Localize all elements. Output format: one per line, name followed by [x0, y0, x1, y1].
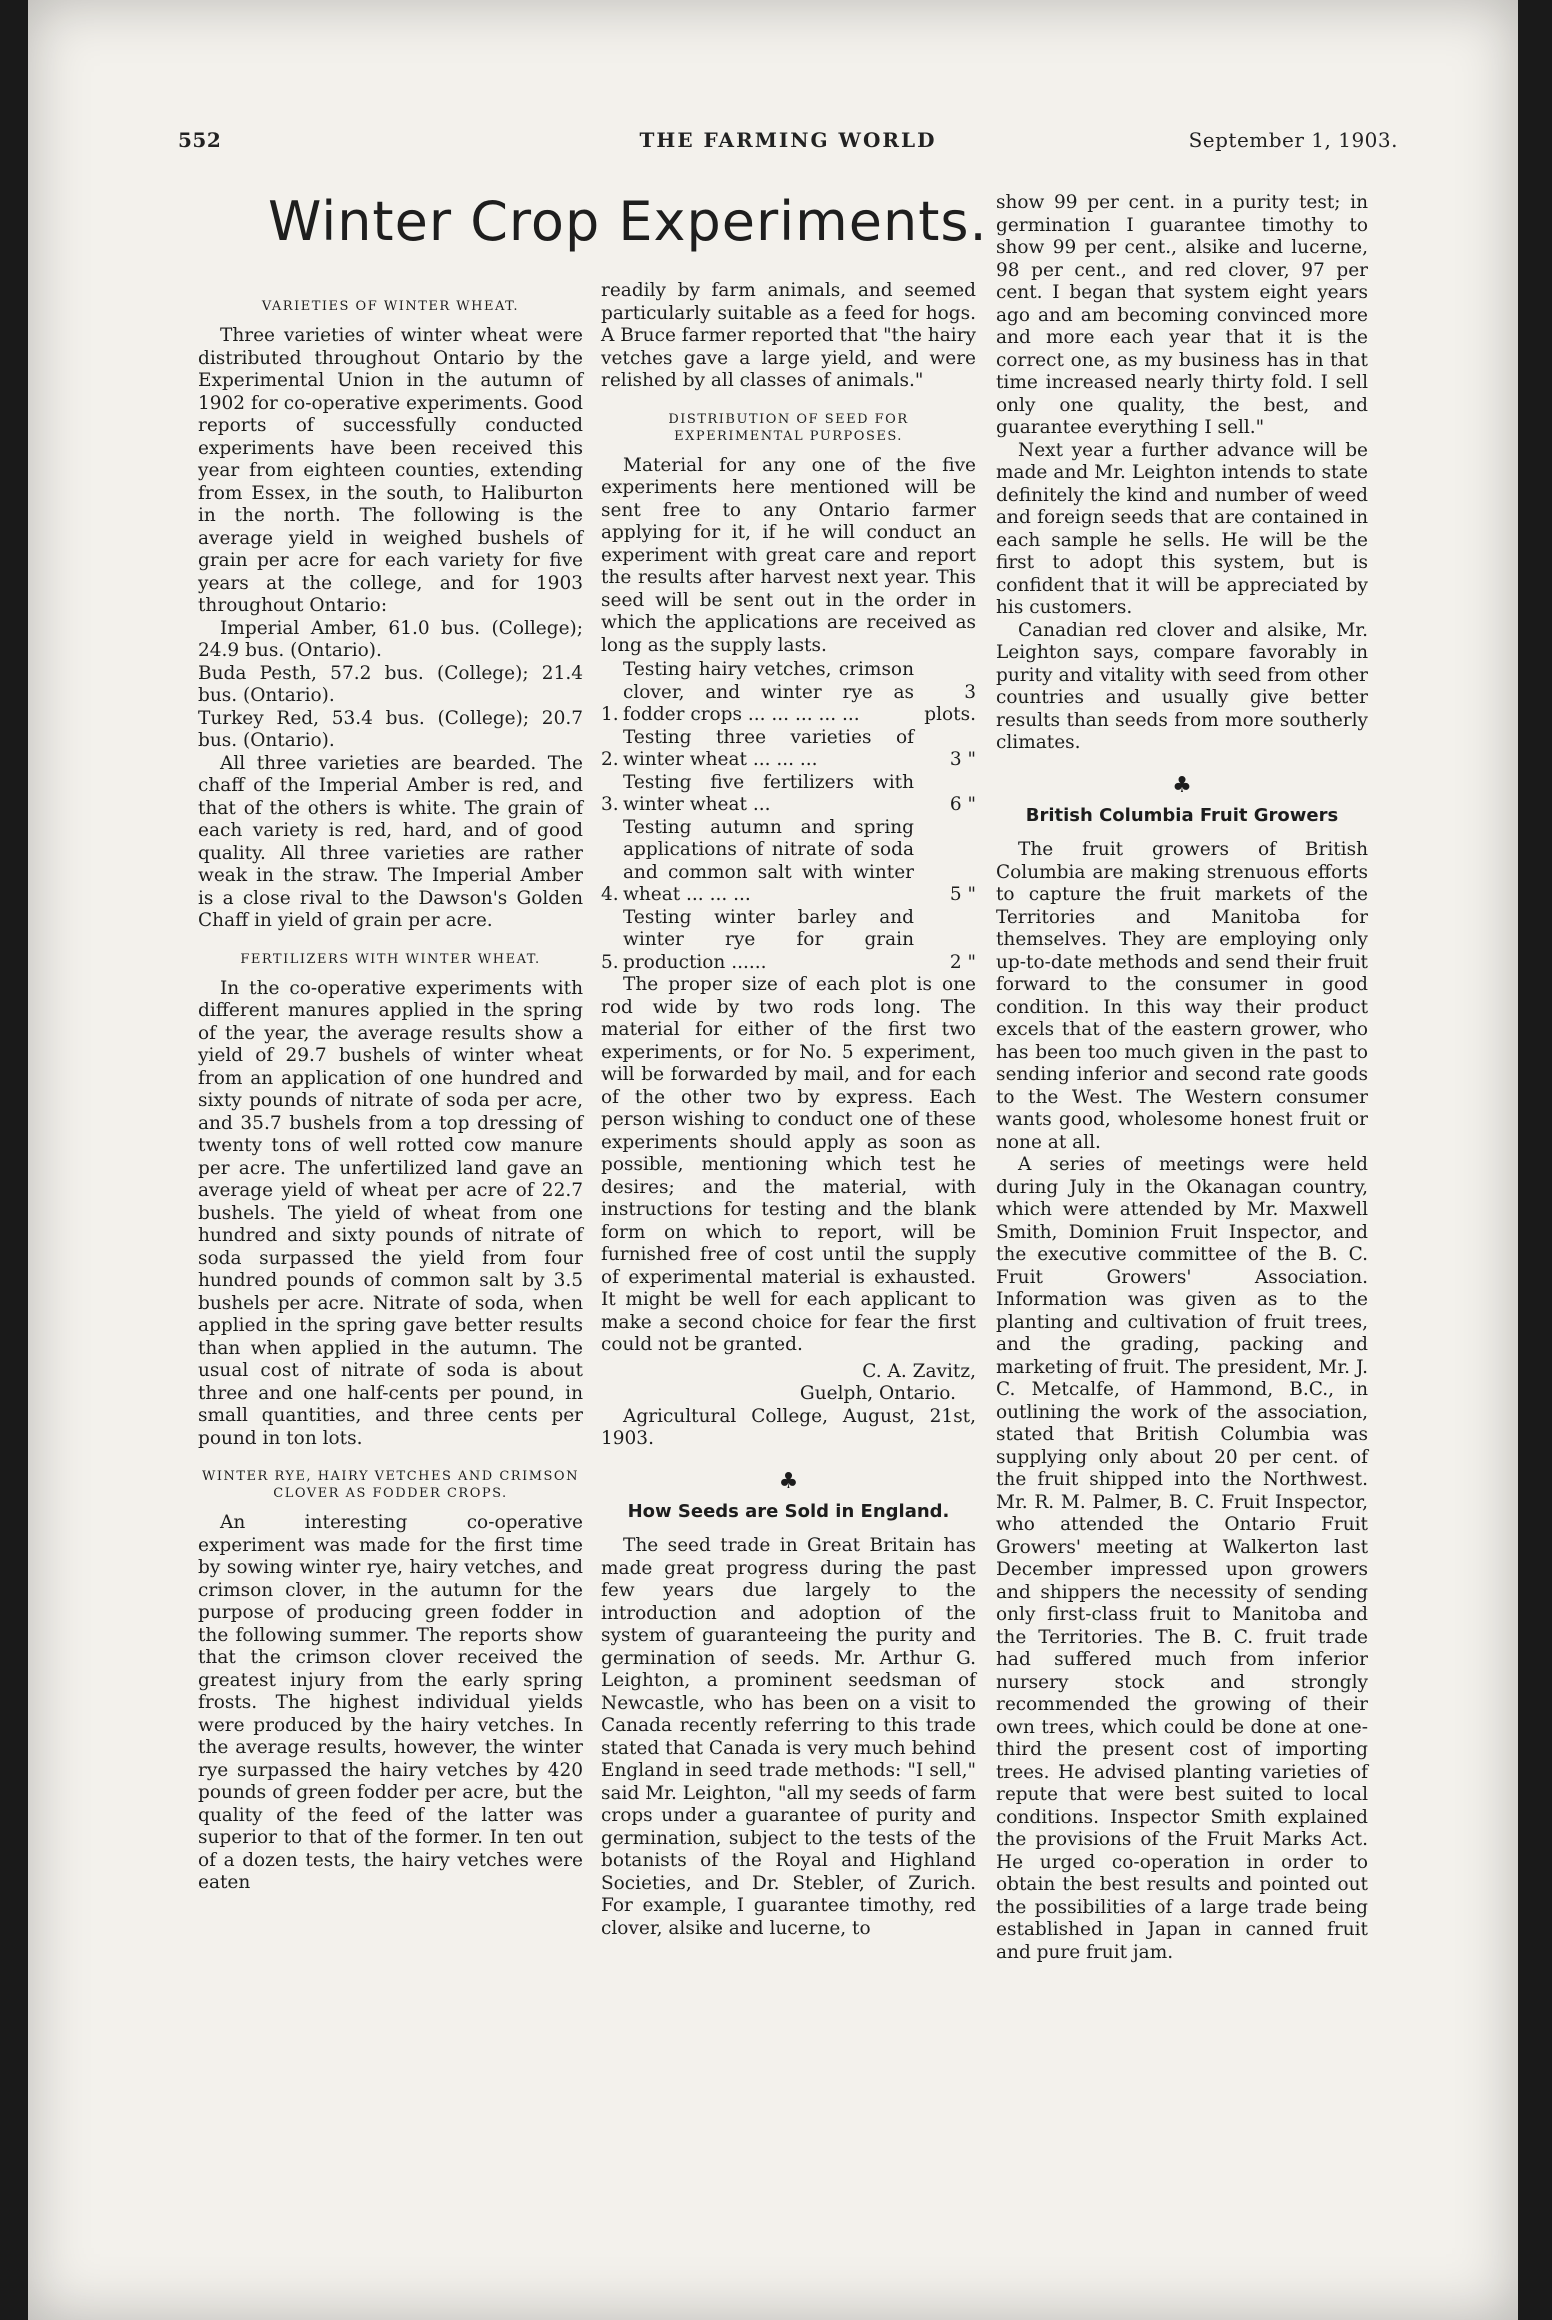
article-title: British Columbia Fruit Growers: [1025, 804, 1339, 826]
article-title: How Seeds are Sold in England.: [627, 1500, 950, 1522]
paragraph: A series of meetings were held during July in the Okanagan country, which were attended by Mr. Maxwell Smith, Dominion Fruit Inspector, and the executive committee of the B. C. Fruit Growers' Association. Information was given as to the planting and cultivation of fruit trees, and the grading, packing and marketing of fruit. The president, Mr. J. C. Metcalfe, of Hammond, B.C., in outlining the work of the association, stated that British Columbia was supplying only about 20 per cent. of the fruit shipped into the Northwest. Mr. R. M. Palmer, B. C. Fruit Inspector, who attended the Ontario Fruit Growers' meeting at Walkerton last December impressed upon growers and shippers the necessity of sending only first-class fruit to Manitoba and the Territories. The B. C. fruit trade had suffered much from inferior nursery stock and strongly recommended the growing of their own trees, which could be done at one-third the present cost of importing trees. He advised planting varieties of repute that were best suited to local conditions. Inspector Smith explained the provisions of the Fruit Marks Act. He urged co-operation in order to obtain the best results and pointed out the possibilities of a large trade being established in Japan in canned fruit and pure fruit jam.: [996, 1154, 1368, 1963]
list-plots: 5 ": [949, 884, 976, 905]
experiment-list: [601, 659, 976, 974]
paragraph: The seed trade in Great Britain has made great progress during the past few years due largely to the introduction and adoption of the system of guaranteeing the purity and germination of seeds. Mr. Arthur G. Leighton, a prominent seedsman of Newcastle, who has been on a visit to Canada recently referring to this trade stated that Canada is very much behind England in seed trade methods: "I sell," said Mr. Leighton, "all my seeds of farm crops under a guarantee of purity and germination, subject to the tests of the botanists of the Royal and Highland Societies, and Dr. Stebler, of Zurich. For example, I guarantee timothy, red clover, alsike and lucerne, to: [601, 1535, 976, 1939]
paragraph: Turkey Red, 53.4 bus. (College); 20.7 bus. (Ontario).: [198, 707, 583, 751]
list-item: [601, 727, 976, 772]
paragraph: In the co-operative experiments with different manures applied in the spring of the year, the average results show a yield of 29.7 bushels of winter wheat from an application of one hundred and sixty pounds of nitrate of soda per acre, and 35.7 bushels from a top dressing of twenty tons of well rotted cow manure per acre. The unfertilized land gave an average yield of wheat per acre of 22.7 bushels. The yield of wheat from one hundred and sixty pounds of nitrate of soda surpassed the yield from four hundred pounds of common salt by 3.5 bushels per acre. Nitrate of soda, when applied in the spring gave better results than when applied in the autumn. The usual cost of nitrate of soda is about three and one half-cents per pound, in small quantities, and three cents per pound in ton lots.: [198, 977, 583, 1449]
page-header: [178, 128, 1398, 164]
paragraph: The proper size of each plot is one rod wide by two rods long. The material for either of the first two experiments, or for No. 5 experiment, will be forwarded by mail, and for each of the other two by express. Each person wishing to conduct one of these experiments should apply as soon as possible, mentioning which test he desires; and the material, with instructions for testing and the blank form on which to report, will be furnished free of cost until the supply of experimental material is exhausted. It might be well for each applicant to make a second choice for fear the first could not be granted.: [601, 974, 976, 1355]
signature-institution: Agricultural College, August, 21st, 1903.: [601, 1405, 976, 1449]
list-text: Testing autumn and spring applications of nitrate of soda and common salt with winter wheat ... ... ...: [623, 816, 914, 905]
column-2: [601, 280, 976, 1940]
paragraph: Canadian red clover and alsike, Mr. Leighton says, compare favorably in purity and vitality with seed from other countries and usually give better results than seeds from more southerly climates.: [996, 619, 1368, 753]
list-text: Testing five fertilizers with winter wheat ...: [623, 771, 914, 815]
list-number: 2.: [601, 749, 619, 770]
list-number: 1.: [601, 704, 619, 725]
ornament-icon: ♣: [778, 1468, 799, 1494]
paragraph: show 99 per cent. in a purity test; in germination I guarantee timothy to show 99 per cent., alsike and lucerne, 98 per cent., and red clover, 97 per cent. I began that system eight years ago and am becoming convinced more and more each year that it is the correct one, as my business has in that time increased nearly thirty fold. I sell only one quality, the best, and guarantee everything I sell.": [996, 192, 1368, 438]
signature-name: C. A. Zavitz,: [862, 1360, 976, 1382]
list-text: Testing hairy vetches, crimson clover, and winter rye as fodder crops ... ... ... ... ...: [623, 659, 914, 725]
paragraph: An interesting co-operative experiment was made for the first time by sowing winter rye, hairy vetches, and crimson clover, in the autumn for the purpose of producing green fodder in the following summer. The reports show that the crimson clover received the greatest injury from the early spring frosts. The highest individual yields were produced by the hairy vetches. In the average results, however, the winter rye surpassed the hairy vetches by 420 pounds of green fodder per acre, but the quality of the feed of the latter was superior to that of the former. In ten out of a dozen tests, the hairy vetches were eaten: [198, 1512, 583, 1893]
list-item: [601, 659, 976, 727]
list-text: Testing winter barley and winter rye for grain production ......: [623, 906, 914, 973]
list-item: [601, 772, 976, 817]
paragraph: All three varieties are bearded. The chaff of the Imperial Amber is red, and that of the others is white. The grain of each variety is red, hard, and of good quality. All three varieties are rather weak in the straw. The Imperial Amber is a close rival to the Dawson's Golden Chaff in yield of grain per acre.: [198, 752, 583, 931]
paragraph: Imperial Amber, 61.0 bus. (College); 24.9 bus. (Ontario).: [198, 617, 583, 661]
column-3: [996, 192, 1368, 1964]
paragraph: readily by farm animals, and seemed particularly suitable as a feed for hogs. A Bruce farmer reported that "the hairy vetches gave a large yield, and were relished by all classes of animals.": [601, 280, 976, 391]
paragraph: Three varieties of winter wheat were distributed throughout Ontario by the Experimental Union in the autumn of 1902 for co-operative experiments. Good reports of successfully conducted experiments have been received this year from eighteen counties, extending from Essex, in the south, to Haliburton in the north. The following is the average yield in weighed bushels of grain per acre for each variety for five years at the college, and for 1903 throughout Ontario:: [198, 325, 583, 616]
column-1: [198, 280, 583, 1895]
list-plots: 3 plots.: [924, 681, 976, 725]
list-number: 3.: [601, 794, 619, 815]
section-heading: FERTILIZERS WITH WINTER WHEAT.: [240, 951, 541, 967]
list-plots: 3 ": [949, 749, 976, 770]
section-heading: VARIETIES OF WINTER WHEAT.: [261, 299, 520, 314]
paragraph: The fruit growers of British Columbia are making strenuous efforts to capture the fruit markets of the Territories and Manitoba for themselves. They are employing only up-to-date methods and send their fruit forward to the consumer in good condition. In this way their product excels that of the eastern grower, who has been too much given in the past to sending inferior and second rate goods to the West. The Western consumer wants good, wholesome honest fruit or none at all.: [996, 839, 1368, 1153]
list-number: 4.: [601, 884, 619, 905]
issue-date: September 1, 1903.: [1188, 128, 1398, 152]
list-item: [601, 817, 976, 907]
list-plots: 6 ": [949, 794, 976, 815]
paragraph: Next year a further advance will be made and Mr. Leighton intends to state definitely the kind and number of weed and foreign seeds that are contained in each sample he sells. He will be the first to adopt this system, but is confident that it will be appreciated by his customers.: [996, 439, 1368, 618]
signature-place: Guelph, Ontario.: [799, 1383, 956, 1404]
list-text: Testing three varieties of winter wheat ... ... ...: [623, 726, 914, 770]
paragraph: Buda Pesth, 57.2 bus. (College); 21.4 bus. (Ontario).: [198, 662, 583, 706]
section-heading: DISTRIBUTION OF SEED FOR EXPERIMENTAL PURPOSES.: [668, 411, 909, 444]
article-headline: Winter Crop Experiments.: [268, 190, 988, 253]
section-heading: WINTER RYE, HAIRY VETCHES AND CRIMSON CLOVER AS FODDER CROPS.: [202, 1469, 579, 1501]
page-number: 552: [178, 128, 222, 152]
ornament-icon: ♣: [1172, 772, 1192, 798]
list-item: [601, 907, 976, 975]
newspaper-page: [28, 0, 1518, 2320]
list-number: 5.: [601, 951, 619, 973]
list-plots: 2 ": [949, 951, 976, 973]
paragraph: Material for any one of the five experiments here mentioned will be sent free to any Ontario farmer applying for it, if he will conduct an experiment with great care and report the results after harvest next year. This seed will be sent out in the order in which the applications are received as long as the supply lasts.: [601, 454, 976, 656]
magazine-title: THE FARMING WORLD: [639, 128, 937, 152]
